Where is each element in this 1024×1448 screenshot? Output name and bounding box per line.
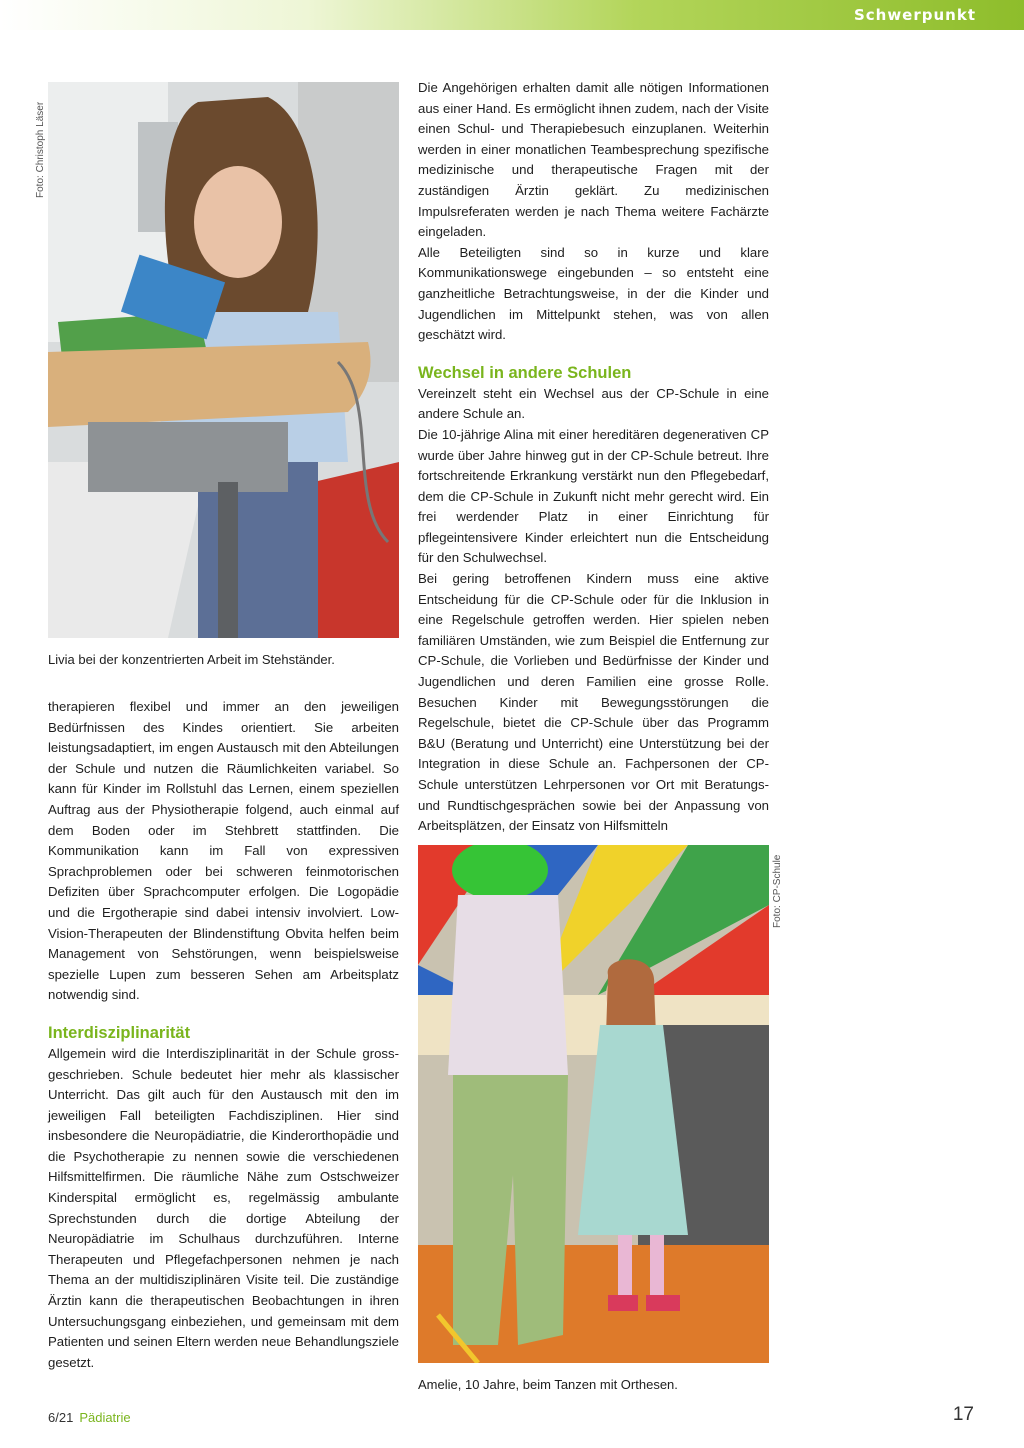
magazine-name: Pädiatrie [79, 1410, 131, 1425]
section-heading: Wechsel in andere Schulen [418, 363, 632, 382]
photo-credit: Foto: CP-Schule [772, 854, 783, 928]
left-column [48, 697, 399, 1373]
photo-caption: Amelie, 10 Jahre, beim Tanzen mit Orthesen. [418, 1377, 678, 1392]
issue-number: 6/21 [48, 1410, 74, 1425]
paragraph: Die 10-jährige Alina mit einer hereditären degenerativen CP wurde über Jahre hinweg gut in der CP-Schule betreut. Ihre fortschreitende Erkrankung verstärkt nun den Pflegebedarf, dem die CP-Schule in Zukunft nicht mehr gerecht wird. Ein frei werdender Platz in einer Einrichtung für pflegeintensivere Kinder erleichtert nun die Entscheidung für den Schulwechsel. [418, 426, 769, 566]
paragraph: Alle Beteiligten sind so in kurze und klare Kommunikationswege eingebunden – so entsteht eine ganzheitliche Betrachtungsweise, in der die Kinder und Jugendlichen im Mittelpunkt stehen, was von allen geschätzt wird. [418, 244, 769, 343]
paragraph: Bei gering betroffenen Kindern muss eine aktive Entscheidung für die CP-Schule oder für die Inklusion in eine Regelschule getroffen werden. Hier spielen neben familiären Umständen, wie zum Beispiel die Entfernung zur CP-Schule, die Vorlieben und Bedürfnisse der Kinder und Jugendlichen und deren Familien eine grosse Rolle. Besuchen Kinder mit Bewegungsstörungen die Regelschule, bietet die CP-Schule über das Programm B&U (Beratung und Unterricht) eine Unterstützung bei der Integration in diese Schule an. Fachpersonen der CP-Schule unterstützen Lehrpersonen vor Ort mit Beratungs- und Rundtischgesprächen sowie bei der Anpassung von Arbeitsplätzen, der Einsatz von Hilfsmitteln [418, 571, 769, 834]
section-heading: Interdisziplinarität [48, 1023, 191, 1042]
paragraph: Allgemein wird die Interdisziplinarität in der Schule gross-geschrieben. Schule bedeutet hier mehr als klassischer Unterricht. Das gilt auch für den Austausch mit den im jeweiligen Fall beteiligten Fachdisziplinen. Hier sind insbesondere die Neuropädiatrie, die Kinderorthopädie und die Psychotherapie zu nennen sowie die verschiedenen Hilfsmittelfirmen. Die räumliche Nähe zum Ostschweizer Kinderspital ermöglicht es, regelmässig ambulante Sprechstunden durch die dortige Abteilung der Neuropädiatrie im Schulhaus durchzuführen. Interne Therapeuten und Pflegefachpersonen nehmen je nach Thema an der multidisziplinären Visite teil. Die zuständige Ärztin kann die therapeutischen Beobachtungen in ihren Untersuchungsgang einbeziehen, und gemeinsam mit dem Patienten und seinen Eltern werden neue Behandlungsziele gesetzt. [48, 1045, 399, 1370]
page-number: 17 [952, 1404, 974, 1425]
photo-student-standing-frame [48, 82, 399, 638]
section-label: Schwerpunkt [853, 6, 976, 24]
photo-credit: Foto: Christoph Läser [35, 101, 46, 198]
paragraph: Vereinzelt steht ein Wechsel aus der CP-Schule in eine andere Schule an. [418, 385, 769, 422]
photo-caption: Livia bei der konzentrierten Arbeit im Stehständer. [48, 652, 335, 667]
right-column [418, 78, 769, 837]
photo-dancing-child [418, 845, 769, 1363]
header-bar [0, 0, 1024, 30]
footer-issue [48, 1410, 131, 1425]
paragraph: Die Angehörigen erhalten damit alle nötigen Informationen aus einer Hand. Es ermöglicht ihnen zudem, nach der Visite einen Schul- und Therapiebesuch einzuplanen. Weiterhin werden in einer monatlichen Teambesprechung spezifische medizinische und therapeutische Fragen mit der zuständigen Ärztin geklärt. Zu medizinischen Impulsreferaten werden je nach Thema weitere Fachärzte eingeladen. [418, 80, 769, 240]
paragraph: therapieren flexibel und immer an den jeweiligen Bedürfnissen des Kindes orientiert. Sie arbeiten leistungsadaptiert, im engen Austausch mit den Abteilungen der Schule und nutzen die Räumlichkeiten variabel. So kann für Kinder im Rollstuhl das Lernen, einem speziellen Auftrag aus der Physiotherapie folgend, auch einmal auf dem Boden oder im Stehbrett stattfinden. Die Kommunikation kann im Fall von expressiven Sprachproblemen oder bei schweren feinmotorischen Defiziten über Sprachcomputer erfolgen. Die Logopädie und die Ergotherapie sind dabei intensiv involviert. Low-Vision-Therapeuten der Blindenstiftung Obvita helfen beim Management von Sehstörungen, wenn beispielsweise spezielle Lupen zum besseren Sehen am Arbeitsplatz notwendig sind. [48, 699, 399, 1003]
